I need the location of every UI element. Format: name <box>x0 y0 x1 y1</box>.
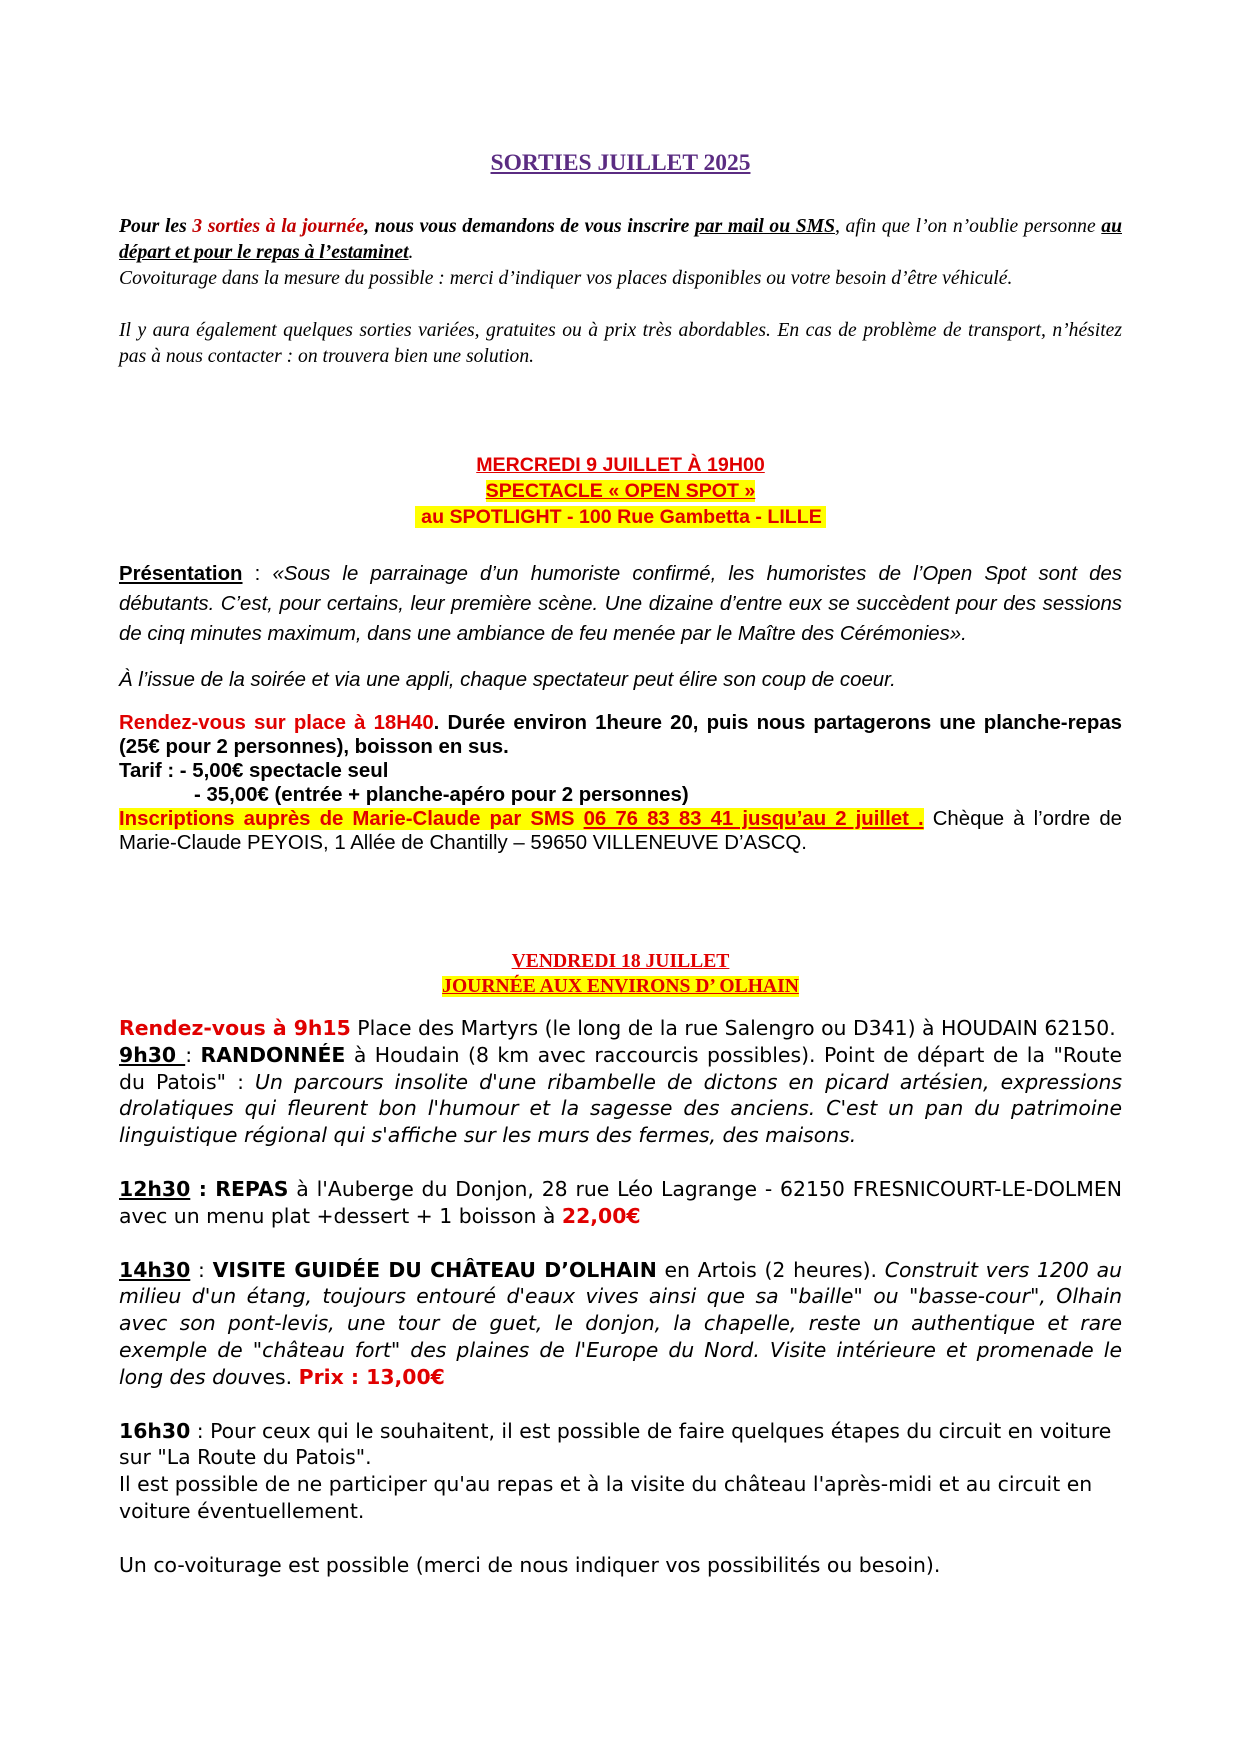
event1-tarif <box>119 759 1122 783</box>
tarif-label: Tarif : <box>119 760 180 782</box>
event2-item-circuit <box>119 1418 1122 1472</box>
item-description: Un parcours insolite d'une ribambelle de dictons en picard artésien, expressions drolatiques qui fleurent bon l'humour et la sagesse des anciens. C'est un pan du patrimoine linguistique régional qui s'affiche sur les murs des fermes, des maisons. <box>119 1069 1122 1148</box>
item-text: à Houdain (8 km avec raccourcis possibles). Point de départ de la "Route du Patois" : <box>119 1042 1123 1094</box>
event1-place: au SPOTLIGHT - 100 Rue Gambetta - LILLE <box>415 506 826 528</box>
event2-item-repas <box>119 1176 1122 1230</box>
intro-text: , nous vous demandons de vous inscrire <box>364 216 695 237</box>
event2-carpool: Un co-voiturage est possible (merci de nous indiquer vos possibilités ou besoin). <box>119 1552 941 1577</box>
presentation-label: Présentation <box>119 563 243 585</box>
item-title: RANDONNÉE <box>200 1042 346 1067</box>
event2-item-randonnee <box>119 1042 1122 1149</box>
event2-name: JOURNÉE AUX ENVIRONS D’ OLHAIN <box>442 976 799 997</box>
item-time: 12h30 <box>119 1176 191 1201</box>
event2-header <box>119 949 1122 999</box>
item-sep: : <box>190 1257 213 1282</box>
event1-rdv-time: Rendez-vous sur place à 18H40 <box>119 712 434 734</box>
cheque-info: Chèque à l’ordre de Marie-Claude PEYOIS, 1 Allée de Chantilly – 59650 VILLENEUVE D’ASCQ. <box>119 808 1122 854</box>
event2-rdv-place: Place des Martyrs (le long de la rue Salengro ou D341) à HOUDAIN 62150. <box>350 1016 1116 1040</box>
event2-item-partial: Il est possible de ne participer qu'au repas et à la visite du château l'après-midi et au circuit en voiture éventuellement. <box>119 1472 1093 1523</box>
item-time: 16h30 <box>119 1418 191 1443</box>
event2-body <box>119 1015 1122 1579</box>
event1-name: SPECTACLE « OPEN SPOT » <box>485 480 756 502</box>
intro-highlight-sorties: 3 sorties à la journée <box>192 216 365 237</box>
item-text: en Artois (2 heures). <box>656 1257 885 1282</box>
intro-text: . <box>408 242 414 263</box>
event1-presentation <box>119 559 1122 649</box>
event1-date: MERCREDI 9 JUILLET À 19H00 <box>476 454 765 476</box>
inscription-phone: 06 76 83 83 41 jusqu’au 2 juillet . <box>583 808 924 830</box>
presentation-text: «Sous le parrainage d’un humoriste confirmé, les humoristes de l’Open Spot sont des débutants. C’est, pour certains, leur première scène. Une dizaine d’entre eux se succèdent pour des sessions de cinq minutes maximum, dans une ambiance de feu menée par le Maître des Cérémonies». <box>119 563 1123 645</box>
event1-practical-info <box>119 711 1122 855</box>
intro-paragraph-carpool: Covoiturage dans la mesure du possible : merci d’indiquer vos places disponibles ou votre besoin d’être véhiculé. <box>119 268 1013 289</box>
item-text: : Pour ceux qui le souhaitent, il est possible de faire quelques étapes du circuit en voiture sur "La Route du Patois". <box>119 1418 1112 1470</box>
item-sep: : <box>185 1042 201 1067</box>
event1-rdv-details: . Durée environ 1heure 20, puis nous partagerons une planche-repas (25€ pour 2 personnes), boisson en sus. <box>119 712 1123 758</box>
event1-header <box>119 452 1122 530</box>
event1-vote: À l’issue de la soirée et via une appli, chaque spectateur peut élire son coup de coeur. <box>119 669 896 691</box>
presentation-sep: : <box>242 563 273 585</box>
item-text-tail: ves. <box>250 1364 299 1389</box>
inscription-text: Inscriptions auprès de Marie-Claude par SMS <box>119 808 584 830</box>
item-time: 9h30 <box>119 1042 186 1067</box>
intro-paragraph-registration <box>119 214 1122 266</box>
item-price: Prix : 13,00€ <box>298 1364 445 1389</box>
item-time: 14h30 <box>119 1257 191 1282</box>
item-title: VISITE GUIDÉE DU CHÂTEAU D’OLHAIN <box>212 1257 657 1282</box>
event2-date: VENDREDI 18 JUILLET <box>511 951 730 972</box>
event1-body <box>119 559 1122 855</box>
intro-mail-sms: par mail ou SMS <box>694 216 835 237</box>
intro-depart-repas: au départ et pour le repas à l’estaminet <box>119 216 1122 263</box>
tarif-option-1: - 5,00€ spectacle seul <box>179 760 389 782</box>
page-title: SORTIES JUILLET 2025 <box>490 150 751 176</box>
intro-text: Pour les <box>119 216 193 237</box>
item-price: 22,00€ <box>561 1203 641 1228</box>
intro-paragraph-other-outings: Il y aura également quelques sorties variées, gratuites ou à prix très abordables. En cas de problème de transport, n’hésitez pas à nous contacter : on trouvera bien une solution. <box>119 320 1122 367</box>
intro-text: , afin que l’on n’oublie personne <box>835 216 1102 237</box>
item-text: à l'Auberge du Donjon, 28 rue Léo Lagrange - 62150 FRESNICOURT-LE-DOLMEN avec un menu plat +dessert + 1 boisson à <box>119 1176 1122 1228</box>
item-title: : REPAS <box>190 1176 289 1201</box>
event1-rdv <box>119 711 1122 759</box>
item-description: Construit vers 1200 au milieu d'un étang, toujours entouré d'eaux vives ainsi que sa "baille" ou "basse-cour", Olhain avec son pont-levis, une tour de guet, le donjon, la chapelle, reste un authentique et rare exemple de "château fort" des plaines de l'Europe du Nord. Visite intérieure et promenade le long des dou <box>119 1257 1123 1389</box>
event2-item-chateau <box>119 1257 1122 1391</box>
event2-rdv <box>119 1015 1122 1042</box>
intro-section <box>119 214 1122 370</box>
tarif-option-2: - 35,00€ (entrée + planche-apéro pour 2 personnes) <box>194 784 689 806</box>
event2-rdv-time: Rendez-vous à 9h15 <box>119 1016 351 1040</box>
event1-inscription <box>119 807 1122 855</box>
